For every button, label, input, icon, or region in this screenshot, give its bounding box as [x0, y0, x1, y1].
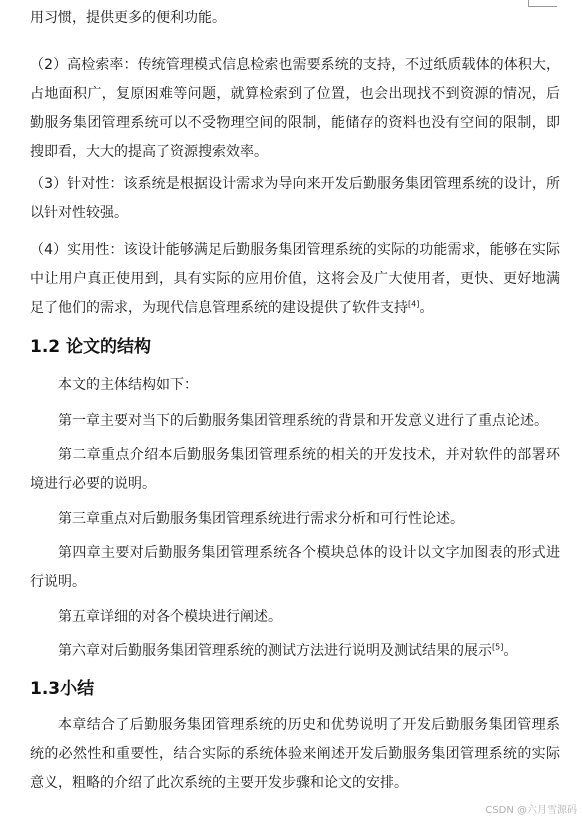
paragraph-targeted: （3）针对性：该系统是根据设计需求为导向来开发后勤服务集团管理系统的设计，所以针对性较强。 [30, 176, 560, 221]
chapter-1-summary: 第一章主要对当下的后勤服务集团管理系统的背景和开发意义进行了重点论述。 [58, 413, 548, 429]
paragraph-continuation: 用习惯，提供更多的便利功能。 [30, 10, 226, 26]
csdn-watermark: CSDN @六月雪源码 [485, 805, 577, 816]
structure-intro: 本文的主体结构如下： [58, 377, 198, 393]
section-heading-1-2: 1.2 论文的结构 [30, 337, 152, 357]
paragraph-practicality-text: （4）实用性：该设计能够满足后勤服务集团管理系统的实际的功能需求，能够在实际中让用户真正使用到，具有实际的应用价值，这将会及广大使用者，更快、更好地满足了他们的需求，为现代信息管理系统的建设提供了软件支持 [30, 242, 560, 316]
chapter-6-summary [30, 637, 560, 666]
summary-paragraph: 本章结合了后勤服务集团管理系统的历史和优势说明了开发后勤服务集团管理系统的必然性和重要性，结合实际的系统体验来阐述开发后勤服务集团管理系统的实际意义，粗略的介绍了此次系统的主要开发步骤和论文的安排。 [30, 717, 560, 791]
chapter-6-end: 。 [503, 643, 518, 659]
citation-5: [5] [492, 642, 504, 652]
chapter-4-summary: 第四章主要对后勤服务集团管理系统各个模块总体的设计以文字加图表的形式进行说明。 [30, 545, 560, 590]
chapter-5-summary: 第五章详细的对各个模块进行阐述。 [58, 609, 282, 625]
citation-4: [4] [408, 299, 420, 309]
chapter-2-summary: 第二章重点介绍本后勤服务集团管理系统的相关的开发技术，并对软件的部署环境进行必要的说明。 [30, 447, 560, 492]
chapter-6-text: 第六章对后勤服务集团管理系统的测试方法进行说明及测试结果的展示 [58, 643, 492, 659]
chapter-3-summary: 第三章重点对后勤服务集团管理系统进行需求分析和可行性论述。 [58, 511, 464, 527]
section-heading-1-3: 1.3小结 [30, 679, 95, 699]
paragraph-practicality-end: 。 [419, 300, 434, 316]
paragraph-practicality [30, 236, 560, 323]
paragraph-high-retrieval: （2）高检索率：传统管理模式信息检索也需要系统的支持，不过纸质载体的体积大，占地面积广，复原困难等问题，就算检索到了位置，也会出现找不到资源的情况，后勤服务集团管理系统可以不受物理空间的限制，能储存的资料也没有空间的限制，即搜即看，大大的提高了资源搜索效率。 [30, 57, 560, 160]
